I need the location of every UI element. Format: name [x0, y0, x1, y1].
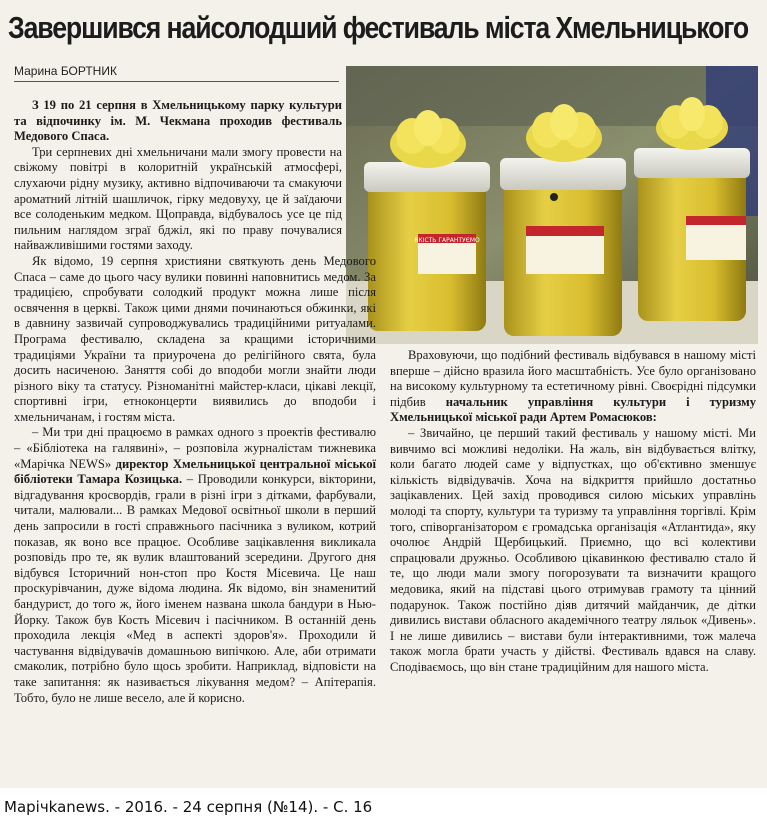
quote-body: – Проводили конкурси, вікторини, відгадування кросвордів, грали в різні ігри з дітками, фарбували, читали, малювали... В рамках Медової освітньої школи в перший день запросили в гості справжнього пасічника з вуликом, котрий показав, як воно все працює. Особливе зацікавлення викликала розповідь про те, як вулик влаштований зсередини. Другого дня відбувся Історичний нон-стоп про Костя Місевича. Це наш проскурівчанин, дуже відома людина. Як відомо, він знаменитий бандурист, до того ж, його іменем названа школа бандури в Нью-Йорку. Також був Кость Місевич і пасічником. В останній день проходила лекція «Мед в аспекті здоров'я». Проходили й частування відвідувачів домашньою випічкою. Але, аби отримати смаколик, потрібно було щось зробити. Наприклад, відповісти на таке запитання: як називається лікування медом? – Апітерапія. Тобто, було не лише весело, але й корисно. — [14, 472, 376, 705]
paragraph-2: Як відомо, 19 серпня християни святкують день Медового Спаса – саме до цього часу вулики повинні наповнитись медом. За традицією, спробувати солодкий продукт можна лише після освячення в церкві. Також цими днями починаються обжинки, які в давнину зазвичай супроводжувались традиційними ритуалами. Програма фестивалю, складена за кращими історичними традиціями України та приурочена до релігійного свята, була досить насиченою. Заняття собі до вподоби могли знайти люди різного віку та статусу. Різноманітні майстер-класи, цікаві лекції, спортивні ігри, етноконцерти виявились до вподоби і хмельничанам, і гостям міста. — [14, 253, 376, 424]
paragraph-5: – Звичайно, це перший такий фестиваль у нашому місті. Ми вивчимо всі можливі недоліки. На жаль, він відбувається влітку, коли багато людей саме у відпустках, що об'єктивно зменшує кількість відвідувачів. Хоча на відкриття прийшло достатньо зацікавлених. Цей захід проводився силою міських управлінь молоді та спорту, культури та туризму та управління торгівлі. Крім того, співорганізатором є громадська організація «Атлантида», яку очолює Андрій Щербицький. Приємно, що всі колективи спрацювали дружньо. Особливою цікавинкою фестивалю стало й те, що люди мали змогу погорозувати та визначити кращого медовика, який на підставі цього отримував грамоту та цінний подарунок. Також постійно діяв дитячий майданчик, де дітки дивились вистави обласного академічного театру ляльок «Дивень». І не лише дивились – вистави були інтерактивними, тож малеча також могла брати участь у дійстві. Фестиваль вдався на славу. Сподіваємось, що він стане традиційним для нашого міста. — [390, 425, 756, 674]
jar-label-text: ЯКІСТЬ ГАРАНТУЄМО — [414, 237, 480, 244]
official-name: начальник управління культури і туризму Хмельницької міської ради Артем Ромасюков: — [390, 394, 756, 425]
article-column-left — [14, 98, 376, 706]
paragraph-4 — [390, 348, 756, 426]
quote-opening: – Ми три дні працюємо в рамках одного з проектів фестивалю – «Бібліотека на галявині», – розповіла журналістам тижневика «Марічка NEWS» — [14, 425, 376, 471]
quote-speaker: директор Хмельницької центральної міської бібліотеки Тамара Козицька. — [14, 456, 377, 487]
byline-divider — [14, 81, 339, 82]
paragraph-1: Три серпневих дні хмельничани мали змогу провести на свіжому повітрі в колоритній українській атмосфері, слухаючи рідну музику, активно відпочиваючи та смакуючи ароматний літній шашличок, гірку медовуху, це й заїдаючи все солоденьким медком. Щоправда, відбувалось усе це під пильним наглядом зграї бджіл, які по праву почувалися найважливішими гостями заходу. — [14, 144, 342, 253]
article-lead: З 19 по 21 серпня в Хмельницькому парку культури та відпочинку ім. М. Чекмана проходив фестиваль Медового Спаса. — [14, 98, 342, 144]
honey-jars-photo — [346, 66, 758, 344]
article-headline: Завершився найсолодший фестиваль міста Хмельницького — [8, 10, 749, 45]
paragraph-3 — [14, 425, 376, 706]
summary-text: Враховуючи, що подібний фестиваль відбувався в нашому місті вперше – дійсно вразила його масштабність. Усе було організовано на високому культурному та естетичному рівні. Своєрідні підсумки підбив — [390, 348, 756, 409]
article-column-right — [390, 348, 756, 675]
honey-jars-illustration — [346, 66, 758, 344]
author-byline: Марина БОРТНИК — [14, 64, 117, 78]
source-caption: Марічkanews. - 2016. - 24 серпня (№14). - С. 16 — [4, 798, 373, 816]
